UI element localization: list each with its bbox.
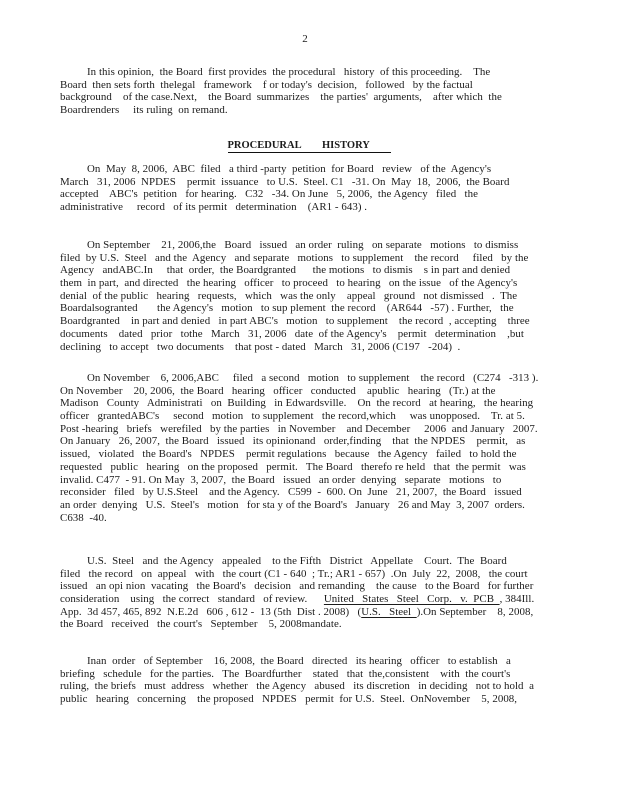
text-line [60,680,532,693]
text-segment: issued, violated the Board's NPDES permit regulations because the Agency failed to hold the [60,448,517,461]
text-line [60,512,532,525]
text-line [60,618,532,631]
text-segment: App. 3d 457, 465, 892 N.E.2d 606 , 612 - 13 (5th Dist . 2008) ( [60,605,362,618]
text-segment: filed the record on appeal with the court (C1 - 640 ; Tr.; AR1 - 657) .On July 22, 2008, the court [60,567,528,580]
text-segment: public hearing concerning the proposed NPDES permit for U.S. Steel. OnNovember 5, 2008, [60,693,518,706]
text-line [60,79,532,92]
text-line [60,499,532,512]
paragraph-remand-order [60,655,532,706]
text-segment: background of the case.Next, the Board summarizes the parties' arguments, after which the [60,91,502,104]
text-segment: March 31, 2006 NPDES permit issuance to U.S. Steel. C1 -31. On May 18, 2006, the Board [60,175,510,188]
text-line [60,290,532,303]
text-segment: ruling, the briefs must address whether the Agency abused its discretion in deciding not to hold a [60,680,534,693]
text-segment: ).On September 8, 2008, [416,605,534,618]
section-heading-text: PROCEDURAL HISTORY [227,140,391,151]
citation-underlined: U.S. Steel [361,605,417,618]
text-segment: On September 21, 2006,the Board issued an order ruling on separate motions to dismiss [87,239,519,251]
text-segment: On January 26, 2007, the Board issued its opinionand order,finding that the NPDES permit, as [60,435,526,448]
text-segment: On May 8, 2006, ABC filed a third -party petition for Board review of the Agency's [87,163,492,175]
page-number: 2 [302,33,308,45]
text-line [60,693,532,706]
text-line [60,461,532,474]
text-line [60,655,532,668]
text-segment: consideration using the correct standard of review. [60,593,324,606]
paragraph-petition-filed [60,163,532,214]
text-segment: Board then sets forth thelegal framework f or today's decision, followed by the factual [60,78,473,91]
text-segment: C638 -40. [60,511,107,524]
paragraph-hearing-and-opinion [60,372,539,524]
text-line [60,385,532,398]
text-segment: issued an opi nion vacating the Board's decision and remanding the cause to the Board for further [60,580,534,593]
text-segment: On November 20, 2006, the Board hearing officer conducted apublic hearing (Tr.) at the [60,384,496,397]
text-segment: the Board received the court's September 5, 2008mandate. [60,618,342,631]
text-segment: officer grantedABC's second motion to supplement the record,which was unopposed. Tr. at 5. [60,410,525,423]
text-line [60,410,532,423]
text-segment: , 384Ill. [499,593,535,606]
text-segment: them in part, and directed the hearing officer to proceed to hearing on the issue of the Agency's [60,277,518,290]
text-line [60,188,532,201]
text-segment: Inan order of September 16, 2008, the Board directed its hearing officer to establish a [87,655,511,667]
text-segment: Madison County Administrati on Building in Edwardsville. On the record at hearing, the hearing [60,397,534,410]
text-line [60,91,532,104]
text-segment: requested public hearing on the proposed permit. The Board therefo re held that the permit was [60,460,526,473]
text-segment: Post -hearing briefs werefiled by the parties in November and December 2006 and January 2007. [60,422,538,435]
text-line [60,201,532,214]
text-line [60,422,538,436]
text-line [60,341,532,354]
text-segment: On November 6, 2006,ABC filed a second motion to supplement the record (C274 -313 ). [87,372,539,384]
citation-underlined: United States Steel Corp. v. PCB [323,593,500,606]
text-line [60,372,539,385]
text-line [60,239,532,252]
text-line [60,66,532,79]
text-segment: Boardalsogranted the Agency's motion to sup plement the record (AR644 -57) . Further, the [60,302,514,315]
text-segment: reconsider filed by U.S.Steel and the Agency. C599 - 600. On June 21, 2007, the Board issued [60,486,522,499]
text-line [60,555,532,568]
text-line [60,668,532,681]
text-segment: Boardgranted in part and denied in part ABC's motion to supplement the record , accepting three [60,315,530,328]
text-segment: In this opinion, the Board first provides the procedural history of this proceeding. The [87,66,491,78]
paragraph-appeal [60,555,535,631]
text-line [60,448,532,461]
text-segment: Boardrenders its ruling on remand. [60,104,228,117]
text-line [60,474,532,487]
text-segment: invalid. C477 - 91. On May 3, 2007, the Board issued an order denying separate motions to [60,473,502,486]
text-line [60,328,532,341]
text-line [60,606,532,619]
text-segment: filed by U.S. Steel and the Agency and separate motions to supplement the record filed by the [60,251,529,264]
text-segment: accepted ABC's petition for hearing. C32 -34. On June 5, 2006, the Agency filed the [60,188,479,201]
text-segment: declining to accept two documents that post - dated March 31, 2006 (C197 -204) . [60,340,461,353]
text-line [60,176,532,189]
text-segment: Agency andABC.In that order, the Boardgranted the motions to dismis s in part and denied [60,264,511,277]
text-line [60,315,532,328]
paragraph-intro [60,66,532,117]
text-line [60,568,532,581]
text-segment: an order denying U.S. Steel's motion for sta y of the Board's January 26 and May 3, 2007 orders. [60,498,525,511]
text-line [60,104,532,117]
text-line [60,593,535,606]
text-line [60,277,532,290]
text-line [60,302,532,315]
text-segment: briefing schedule for the parties. The Boardfurther stated that the,consistent with the court's [60,667,511,680]
text-line [60,163,532,176]
text-line [60,580,532,593]
text-line [60,264,532,277]
text-segment: documents dated prior tothe March 31, 2006 date of the Agency's permit determination ,but [60,327,524,340]
text-line [60,252,532,265]
text-segment: administrative record of its permit determination (AR1 - 643) . [60,201,368,214]
text-line [60,397,532,410]
section-heading [0,140,618,153]
text-line [60,486,532,499]
text-segment: U.S. Steel and the Agency appealed to the Fifth District Appellate Court. The Board [87,555,507,567]
paragraph-order-september-2006 [60,239,532,353]
text-segment: denial of the public hearing requests, which was the only appeal ground not dismissed . The [60,289,518,302]
text-line [60,435,532,448]
